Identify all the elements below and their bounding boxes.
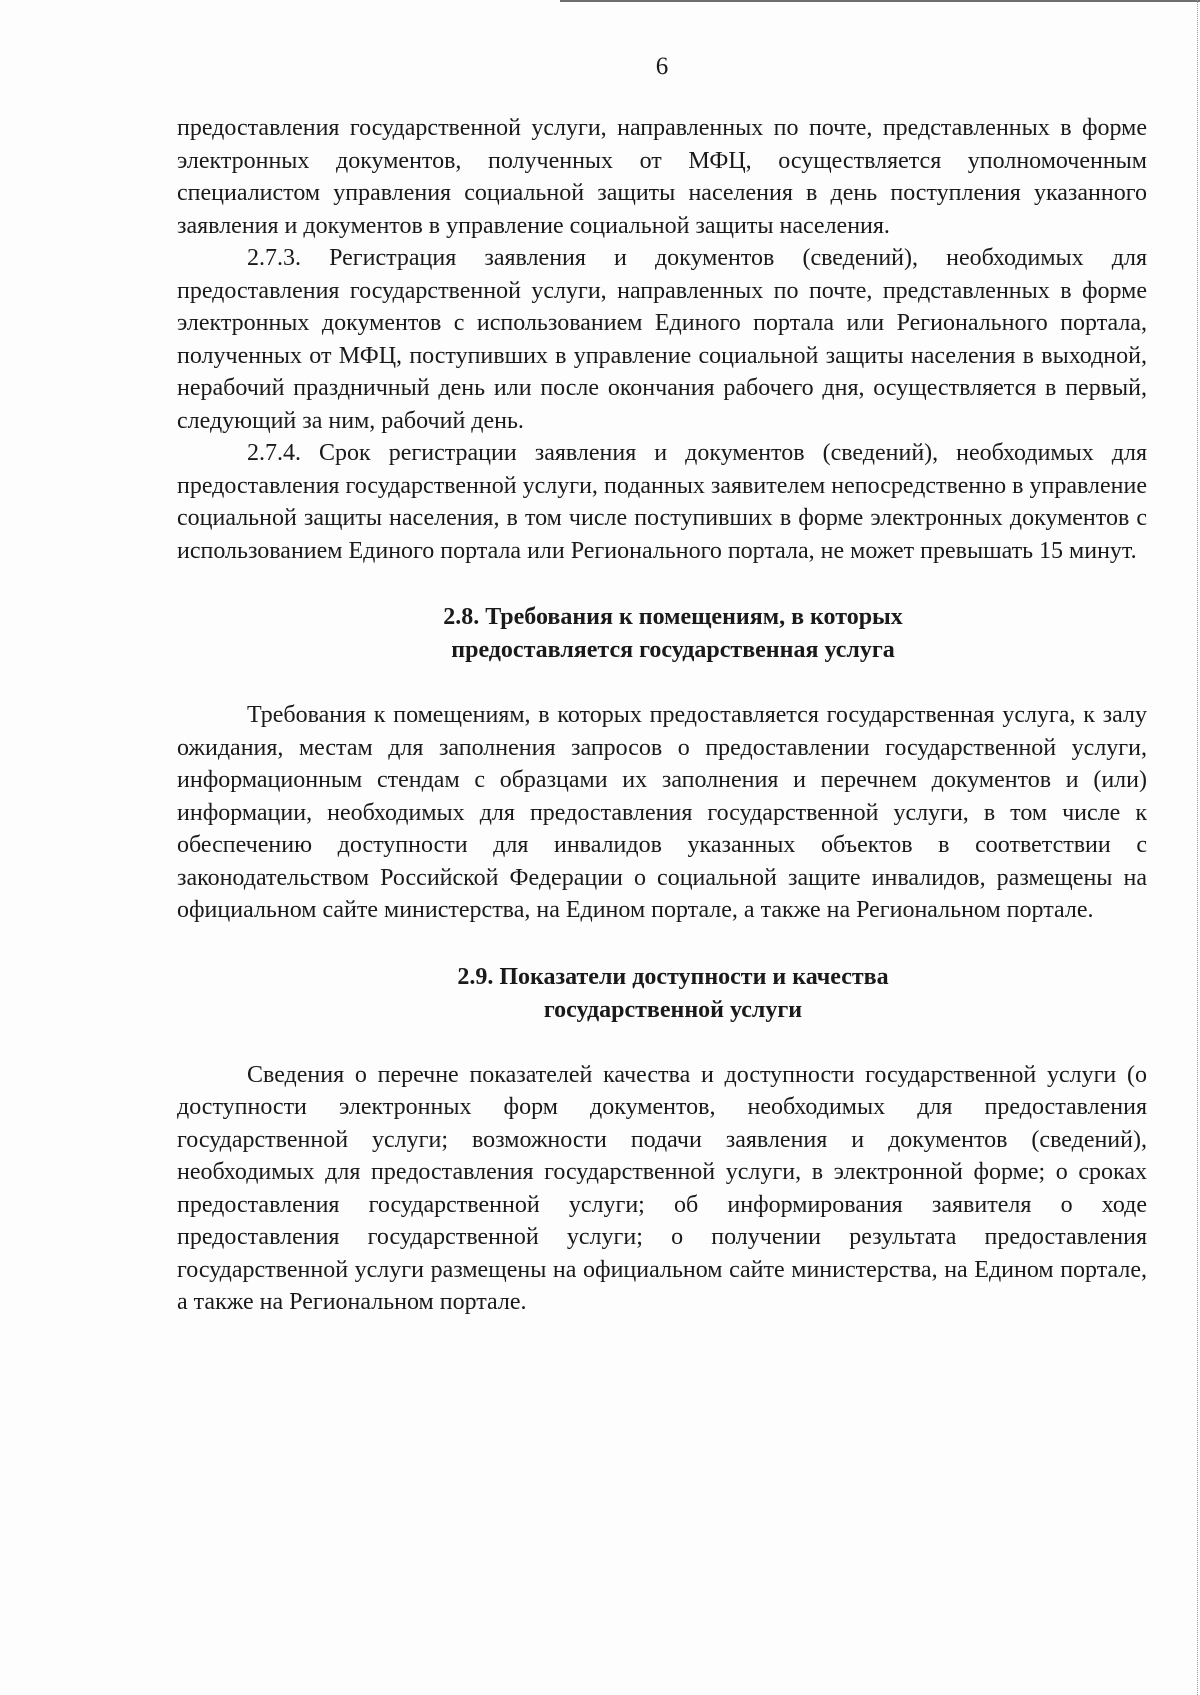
top-edge-line [560, 0, 1200, 2]
section-heading-line: 2.8. Требования к помещениям, в которых [443, 604, 903, 630]
page-number: 6 [655, 53, 669, 80]
spacer [177, 567, 1147, 601]
section-2-9-body: Сведения о перечне показателей качества и доступности государственной услуги (о доступности электронных форм документов, необходимых для предоставления государственной услуги; возможности подачи заявления и документов (сведений), необходимых для предоставления государственной услуги, в электронной форме; о сроках предоставления государственной услуги; об информирования заявителя о ходе предоставления государственной услуги; о получении результата предоставления государственной услуги размещены на официальном сайте министерства, на Едином портале, а также на Региональном портале. [177, 1061, 1147, 1315]
section-heading-line: государственной услуги [543, 996, 803, 1023]
spacer [177, 1027, 1147, 1059]
section-2-8-body: Требования к помещениям, в которых предоставляется государственная услуга, к залу ожидания, местам для заполнения запросов о предоставлении государственной услуги, информационным стендам с образцами их заполнения и перечнем документов и (или) информации, необходимых для предоставления государственной услуги, в том числе к обеспечению доступности для инвалидов указанных объектов в соответствии с законодательством Российской Федерации о социальной защите инвалидов, размещены на официальном сайте министерства, на Едином портале, а также на Региональном портале. [177, 702, 1147, 923]
paragraph-2-7-4: 2.7.4. Срок регистрации заявления и документов (сведений), необходимых для предоставления государственной услуги, поданных заявителем непосредственно в управление социальной защиты населения, в том числе поступивших в форме электронных документов с использованием Единого портала или Регионального портала, не может превышать 15 минут. [177, 440, 1147, 564]
section-2-9-heading [177, 961, 1147, 1027]
spacer [177, 927, 1147, 961]
section-heading-line: предоставляется государственная услуга [451, 637, 895, 663]
paragraph-2-7-3: 2.7.3. Регистрация заявления и документов (сведений), необходимых для предоставления государственной услуги, направленных по почте, представленных в форме электронных документов с использованием Единого портала или Регионального портала, полученных от МФЦ, поступивших в управление социальной защиты населения в выходной, нерабочий праздничный день или после окончания рабочего дня, осуществляется в первый, следующий за ним, рабочий день. [177, 245, 1147, 434]
section-2-8-heading [177, 601, 1147, 667]
document-body [177, 112, 1147, 1319]
paragraph-2-7-2-continued: предоставления государственной услуги, направленных по почте, представленных в форме электронных документов, полученных от МФЦ, осуществляется уполномоченным специалистом управления социальной защиты населения в день поступления указанного заявления и документов в управление социальной защиты населения. [177, 115, 1147, 239]
scan-edge-dots [1195, 0, 1198, 1695]
spacer [177, 667, 1147, 699]
section-heading-line: 2.9. Показатели доступности и качества [457, 963, 889, 990]
